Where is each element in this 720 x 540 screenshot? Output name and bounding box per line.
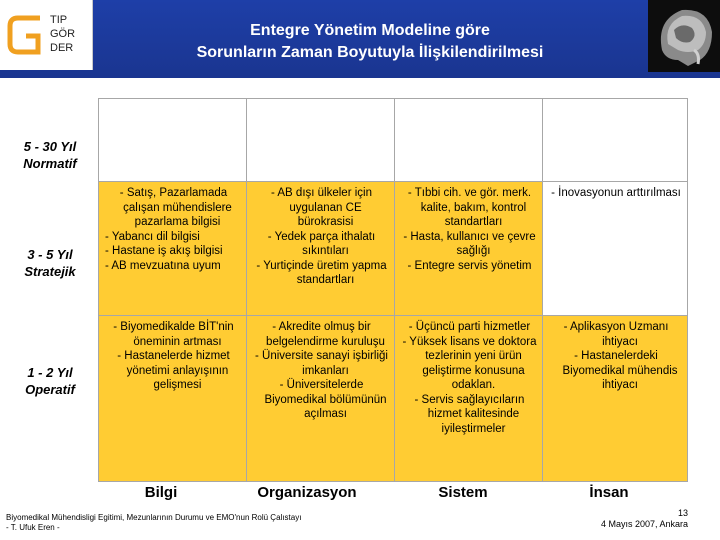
cell-item: - Üçüncü parti hizmetler [408, 321, 531, 333]
column-label-bilgi: Bilgi [144, 484, 178, 501]
table-cell [98, 315, 247, 482]
column-label-insan: İnsan [589, 484, 629, 501]
cell-item: - Hastanelerde hizmet yönetimi anlayışının gelişmesi [117, 350, 230, 391]
table-cell [98, 98, 247, 182]
cell-item: - Üniversite sanayi işbirliği imkanları [255, 350, 388, 377]
cell-item: - Satış, Pazarlamada çalışan mühendislere pazarlama bilgisi [119, 187, 232, 228]
logo-line: DER [50, 42, 74, 54]
cell-item: - AB dışı ülkeler için uygulanan CE bürokrasisi [271, 187, 372, 228]
cell-item: - Biyomedikalde BİT'nin öneminin artması [113, 321, 234, 348]
cell-item: - Yabancı dil bilgisi [105, 230, 200, 243]
cell-item: - Aplikasyon Uzmanı ihtiyacı [563, 321, 669, 348]
table-cell [246, 181, 395, 316]
cell-item: - Akredite olmuş bir belgelendirme kuruluşu [266, 321, 385, 348]
slide-title-line1: Entegre Yönetim Modeline göre [250, 22, 490, 39]
table-cell [246, 98, 395, 182]
cell-item: - Entegre servis yönetim [407, 259, 532, 272]
table-cell [394, 181, 543, 316]
column-label-organizasyon: Organizasyon [257, 484, 357, 501]
brain-mri-image [648, 0, 720, 72]
footer-page-info [601, 508, 688, 530]
table-cell [394, 98, 543, 182]
row-label-normatif [6, 138, 94, 172]
table-cell [542, 315, 688, 482]
row-label-operatif [6, 364, 94, 398]
row-label-name: Stratejik [24, 264, 76, 279]
table-cell [394, 315, 543, 482]
cell-item: - Yedek parça ithalatı sıkıntıları [267, 230, 376, 257]
row-label-name: Operatif [25, 382, 75, 397]
cell-item: - Yüksek lisans ve doktora tezlerinin yeni ürün geliştirme konusuna odaklan. [402, 335, 537, 391]
footer-caption [6, 513, 301, 533]
row-label-name: Normatif [23, 156, 77, 171]
cell-item: - Üniversitelerde Biyomedikal bölümünün açılması [264, 379, 387, 420]
cell-item: - AB mevzuatına uyum [105, 259, 221, 272]
row-label-stratejik [6, 246, 94, 280]
cell-item: - Tıbbi cih. ve gör. merk. kalite, bakım, kontrol standartları [407, 187, 532, 228]
page-number: 13 [677, 508, 688, 518]
table-cell [98, 181, 247, 316]
cell-item: - Hastane iş akış bilgisi [105, 245, 223, 257]
row-label-years: 3 - 5 Yıl [27, 247, 73, 262]
row-label-years: 1 - 2 Yıl [27, 365, 73, 380]
table-cell [542, 181, 688, 316]
cell-item: - Hasta, kullanıcı ve çevre sağlığı [403, 230, 536, 257]
footer-caption-line1: Biyomedikal Mühendisligi Egitimi, Mezunlarının Durumu ve EMO'nun Rolü Çalıstayı [6, 513, 302, 522]
cell-item: - Yurtiçinde üretim yapma standartları [256, 259, 387, 286]
row-label-years: 5 - 30 Yıl [23, 139, 77, 154]
cell-item: - Hastanelerdeki Biyomedikal mühendis ihtiyacı [562, 350, 678, 391]
logo-line: GÖR [50, 28, 76, 40]
table-cell [542, 98, 688, 182]
slide-header [0, 0, 720, 78]
slide-title-line2: Sorunların Zaman Boyutuyla İlişkilendirilmesi [196, 44, 544, 61]
footer-date: 4 Mayıs 2007, Ankara [600, 519, 688, 529]
matrix-table [98, 98, 688, 482]
column-label-sistem: Sistem [438, 484, 488, 501]
cell-item: - Servis sağlayıcıların hizmet kalitesinde iyileştirmeler [414, 393, 525, 435]
logo [0, 0, 93, 70]
cell-item: - İnovasyonun arttırılması [551, 187, 681, 199]
logo-line: TIP [50, 14, 68, 26]
logo-mark-icon [4, 10, 48, 60]
footer-caption-line2: - T. Ufuk Eren - [6, 523, 60, 532]
table-cell [246, 315, 395, 482]
slide-title [100, 20, 640, 64]
